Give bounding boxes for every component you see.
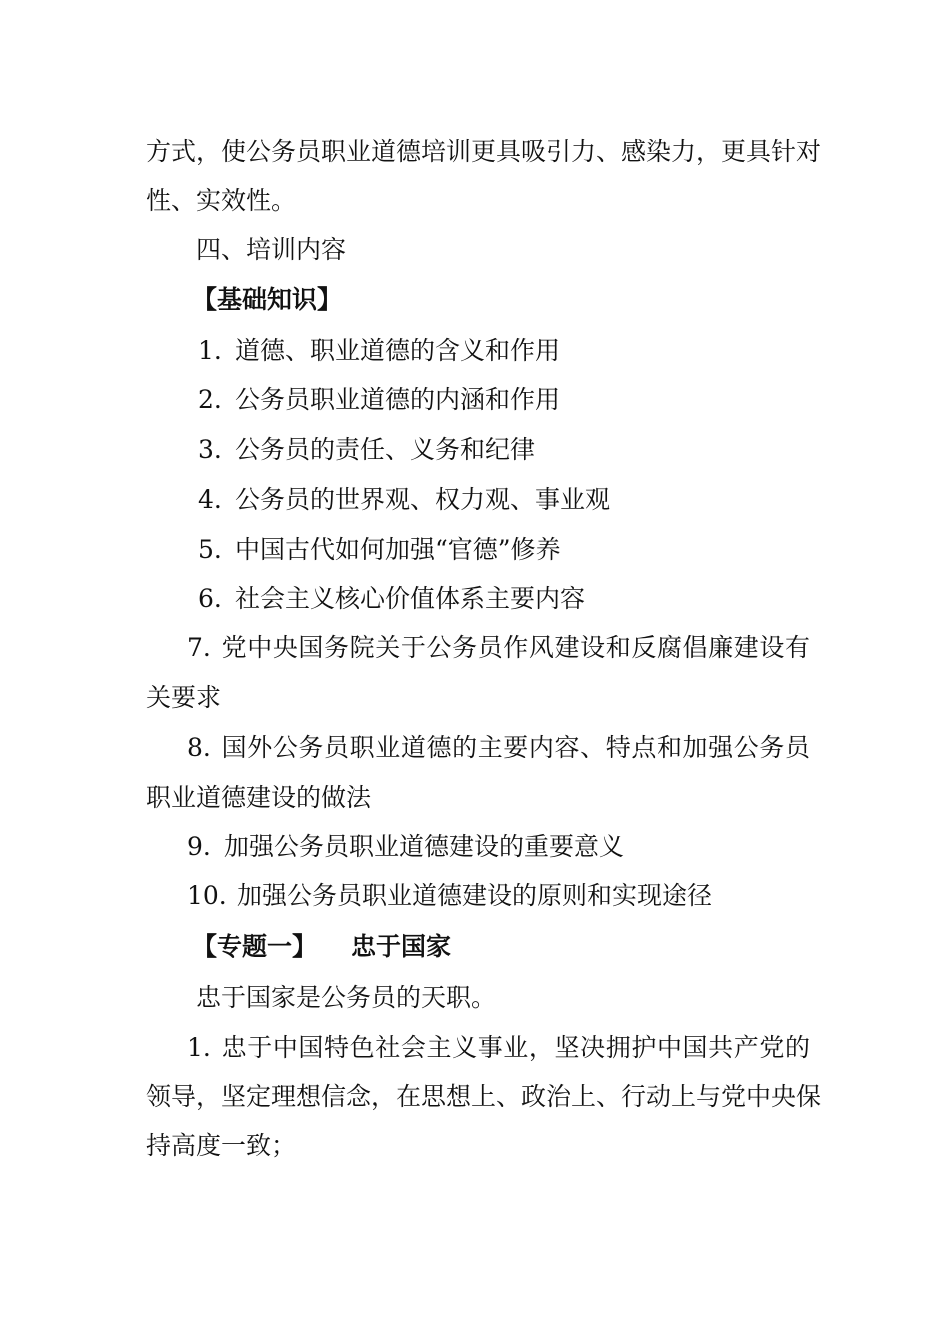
list-item-continuation: 持高度一致； [146, 1131, 297, 1160]
item-text: 加强公务员职业道德建设的原则和实现途径 [237, 881, 713, 910]
list-item [198, 335, 560, 367]
item-number: 8. [187, 733, 211, 762]
list-item [198, 534, 561, 566]
topic-title: 忠于国家 [351, 932, 452, 961]
item-number: 3. [198, 435, 222, 464]
topic-label: 【专题一】 [192, 932, 318, 961]
list-item [198, 384, 560, 416]
list-item-continuation: 领导，坚定理想信念，在思想上、政治上、行动上与党中央保 [146, 1082, 822, 1111]
item-number: 1. [198, 336, 222, 365]
list-item [187, 732, 810, 764]
item-number: 2. [198, 385, 222, 414]
item-text: 中国古代如何加强“官德”修养 [235, 535, 561, 564]
list-item [187, 880, 712, 912]
item-number: 1. [187, 1033, 211, 1062]
paragraph-line: 忠于国家是公务员的天职。 [196, 983, 497, 1012]
item-text: 公务员职业道德的内涵和作用 [235, 385, 561, 414]
item-text: 公务员的世界观、权力观、事业观 [235, 485, 611, 514]
item-text: 公务员的责任、义务和纪律 [235, 435, 536, 464]
item-number: 4. [198, 485, 222, 514]
item-text: 加强公务员职业道德建设的重要意义 [224, 832, 625, 861]
item-number: 10. [187, 881, 227, 910]
list-item [198, 583, 585, 615]
item-number: 9. [187, 832, 211, 861]
list-item [198, 484, 610, 516]
item-text: 道德、职业道德的含义和作用 [235, 336, 561, 365]
list-item-continuation: 关要求 [146, 683, 222, 712]
list-item [187, 1032, 810, 1064]
list-item-continuation: 职业道德建设的做法 [146, 783, 372, 812]
list-item [198, 434, 535, 466]
subheading-topic-one [192, 931, 451, 963]
list-item [187, 632, 810, 664]
item-number: 7. [187, 633, 211, 662]
item-number: 5. [198, 535, 222, 564]
item-number: 6. [198, 584, 222, 613]
item-text: 国外公务员职业道德的主要内容、特点和加强公务员 [221, 733, 810, 762]
item-text: 党中央国务院关于公务员作风建设和反腐倡廉建设有 [221, 633, 810, 662]
list-item [187, 831, 624, 863]
item-text: 忠于中国特色社会主义事业，坚决拥护中国共产党的 [221, 1033, 810, 1062]
paragraph-line: 方式，使公务员职业道德培训更具吸引力、感染力，更具针对 [146, 137, 822, 166]
item-text: 社会主义核心价值体系主要内容 [235, 584, 586, 613]
subheading-basic-knowledge: 【基础知识】 [192, 285, 343, 314]
paragraph-line: 性、实效性。 [146, 186, 297, 215]
section-heading: 四、培训内容 [196, 235, 347, 264]
